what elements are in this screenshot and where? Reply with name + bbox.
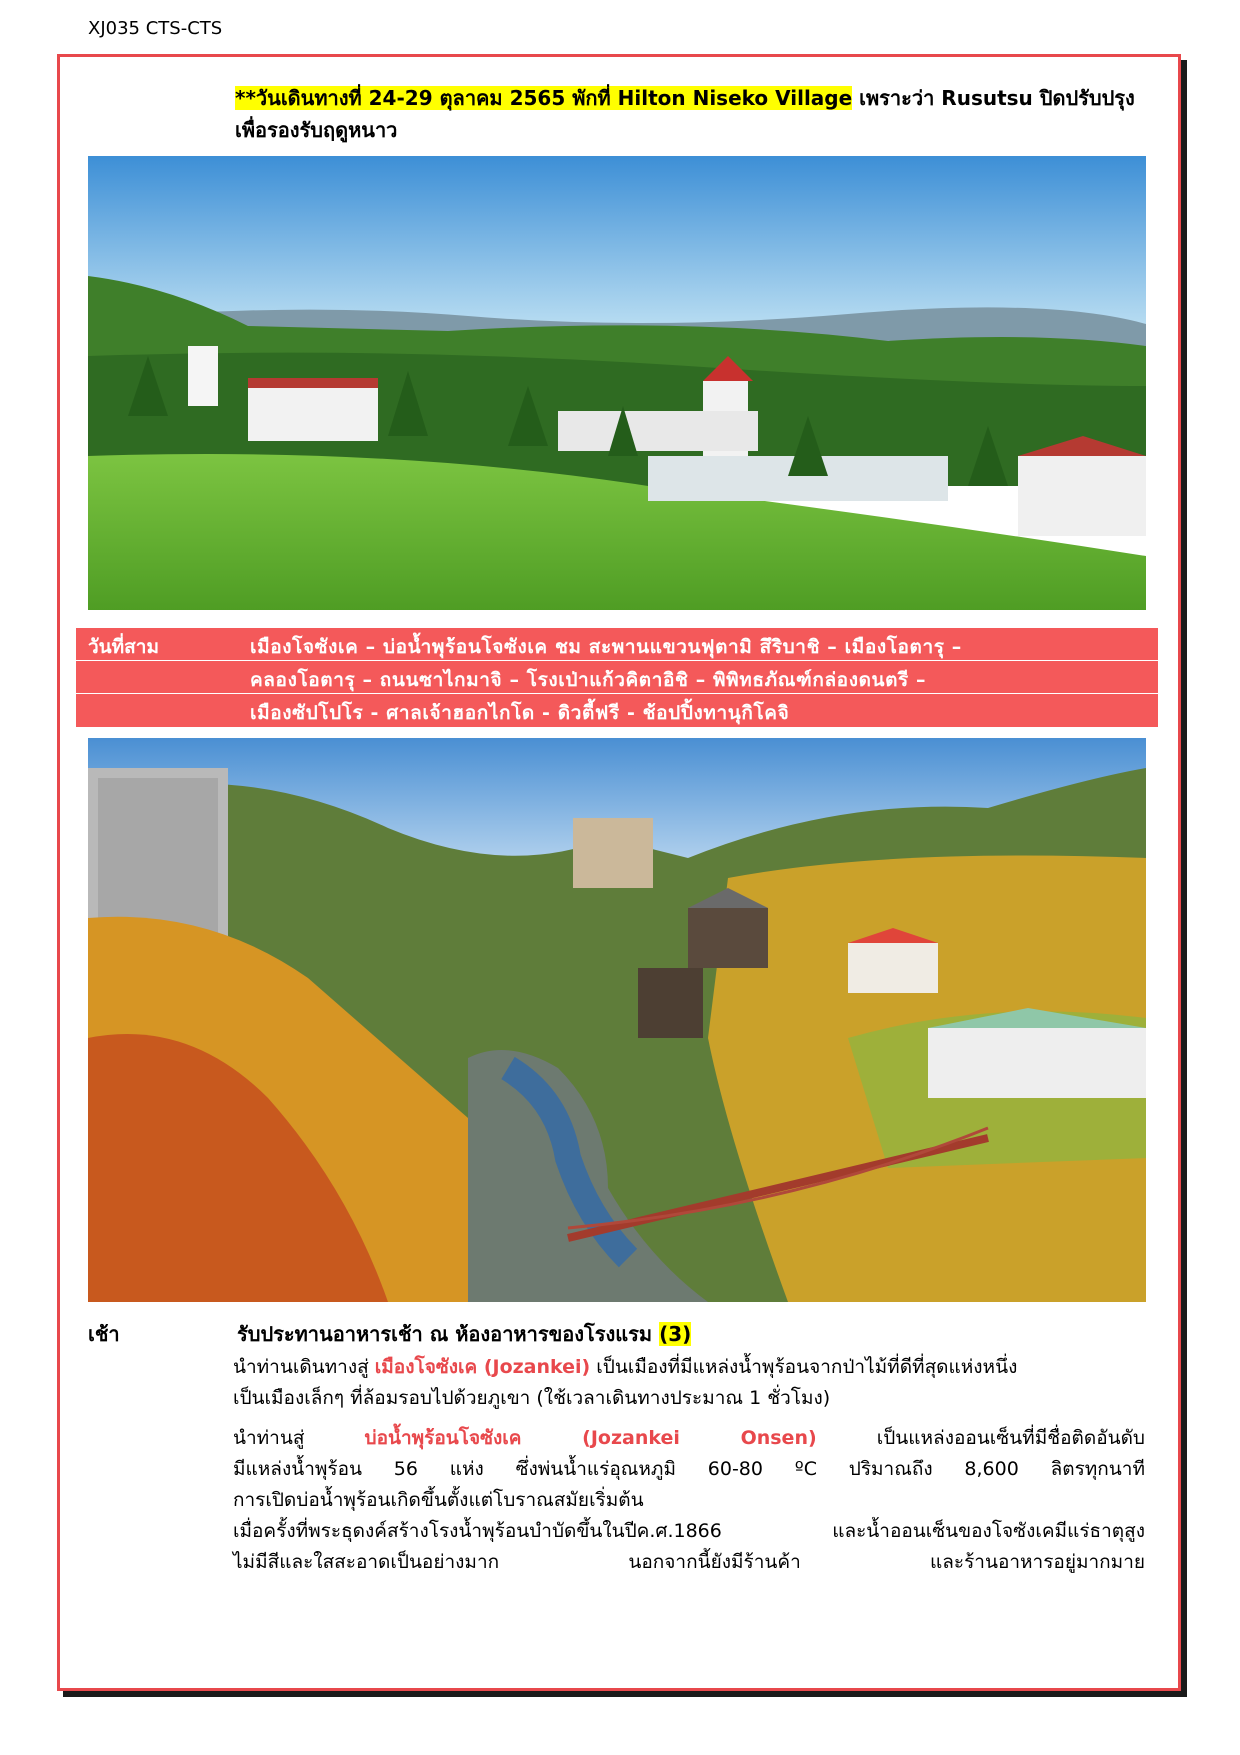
place-jozankei: เมืองโจซังเค (Jozankei) <box>374 1356 591 1378</box>
note-highlight: **วันเดินทางที่ 24-29 ตุลาคม 2565 พักที่ Hilton Niseko Village <box>235 86 853 110</box>
para2-line4: เมื่อครั้งที่พระธุดงค์สร้างโรงน้ำพุร้อนบำบัดขึ้นในปีค.ศ.1866 และน้ำออนเซ็นของโจซังเคมีแร่ธาตุสูง <box>233 1520 1145 1542</box>
travel-note <box>235 82 1145 146</box>
jozankei-illustration <box>88 738 1146 1302</box>
note-suffix: เพราะว่า Rusutsu ปิดปรับปรุงเพื่อรองรับฤดูหนาว <box>235 86 1135 142</box>
para2-line3: การเปิดบ่อน้ำพุร้อนเกิดขึ้นตั้งแต่โบราณสมัยเริ่มต้น <box>233 1489 644 1511</box>
document-code: XJ035 CTS-CTS <box>88 18 223 39</box>
place-jozankei-onsen: บ่อน้ำพุร้อนโจซังเค (Jozankei Onsen) <box>364 1427 817 1449</box>
itinerary-line-1: เมืองโจซังเค – บ่อน้ำพุร้อนโจซังเค ชม สะพานแขวนฟุตามิ สึริบาชิ – เมืองโอตารุ – <box>250 636 962 658</box>
para1-rest: เป็นเมืองที่มีแหล่งน้ำพุร้อนจากป่าไม้ที่ดีที่สุดแห่งหนึ่ง <box>590 1356 1018 1378</box>
meal-label: เช้า <box>88 1322 120 1346</box>
band-row-3 <box>76 694 1158 727</box>
paragraph-jozankei-town <box>233 1352 1145 1414</box>
para2-line5: ไม่มีสีและใสสะอาดเป็นอย่างมาก นอกจากนี้ยังมีร้านค้า และร้านอาหารอยู่มากมาย <box>233 1551 1145 1573</box>
para1-line1 <box>233 1352 1145 1383</box>
day-label: วันที่สาม <box>88 636 159 658</box>
para2-rest: เป็นแหล่งออนเซ็นที่มีชื่อติดอันดับ <box>816 1427 1145 1449</box>
jozankei-photo <box>88 738 1146 1302</box>
itinerary-line-2: คลองโอตารุ – ถนนซาไกมาจิ – โรงเป่าแก้วคิตาอิชิ – พิพิทธภัณฑ์กล่องดนตรี – <box>250 669 927 691</box>
meal-count-badge: (3) <box>659 1322 692 1346</box>
itinerary-line-3: เมืองซัปโปโร - ศาลเจ้าฮอกไกโด - ดิวตี้ฟรี - ช้อปปิ้งทานุกิโคจิ <box>250 702 790 724</box>
paragraph-jozankei-onsen <box>233 1423 1145 1578</box>
para2-line1 <box>233 1423 1145 1454</box>
day-schedule-band <box>76 628 1158 727</box>
meal-text: รับประทานอาหารเช้า ณ ห้องอาหารของโรงแรม <box>237 1322 660 1346</box>
para2-pre: นำท่านสู่ <box>233 1427 365 1449</box>
meal-description <box>237 1318 691 1350</box>
band-row-2 <box>76 661 1158 694</box>
para1-line2: เป็นเมืองเล็กๆ ที่ล้อมรอบไปด้วยภูเขา (ใช้เวลาเดินทางประมาณ 1 ชั่วโมง) <box>233 1387 831 1409</box>
para2-line2: มีแหล่งน้ำพุร้อน 56 แห่ง ซึ่งพ่นน้ำแร่อุณหภูมิ 60-80 ºC ปริมาณถึง 8,600 ลิตรทุกนาที <box>233 1458 1145 1480</box>
resort-photo <box>88 156 1146 610</box>
para1-pre: นำท่านเดินทางสู่ <box>233 1356 375 1378</box>
band-row-1 <box>76 628 1158 661</box>
resort-illustration <box>88 156 1146 610</box>
